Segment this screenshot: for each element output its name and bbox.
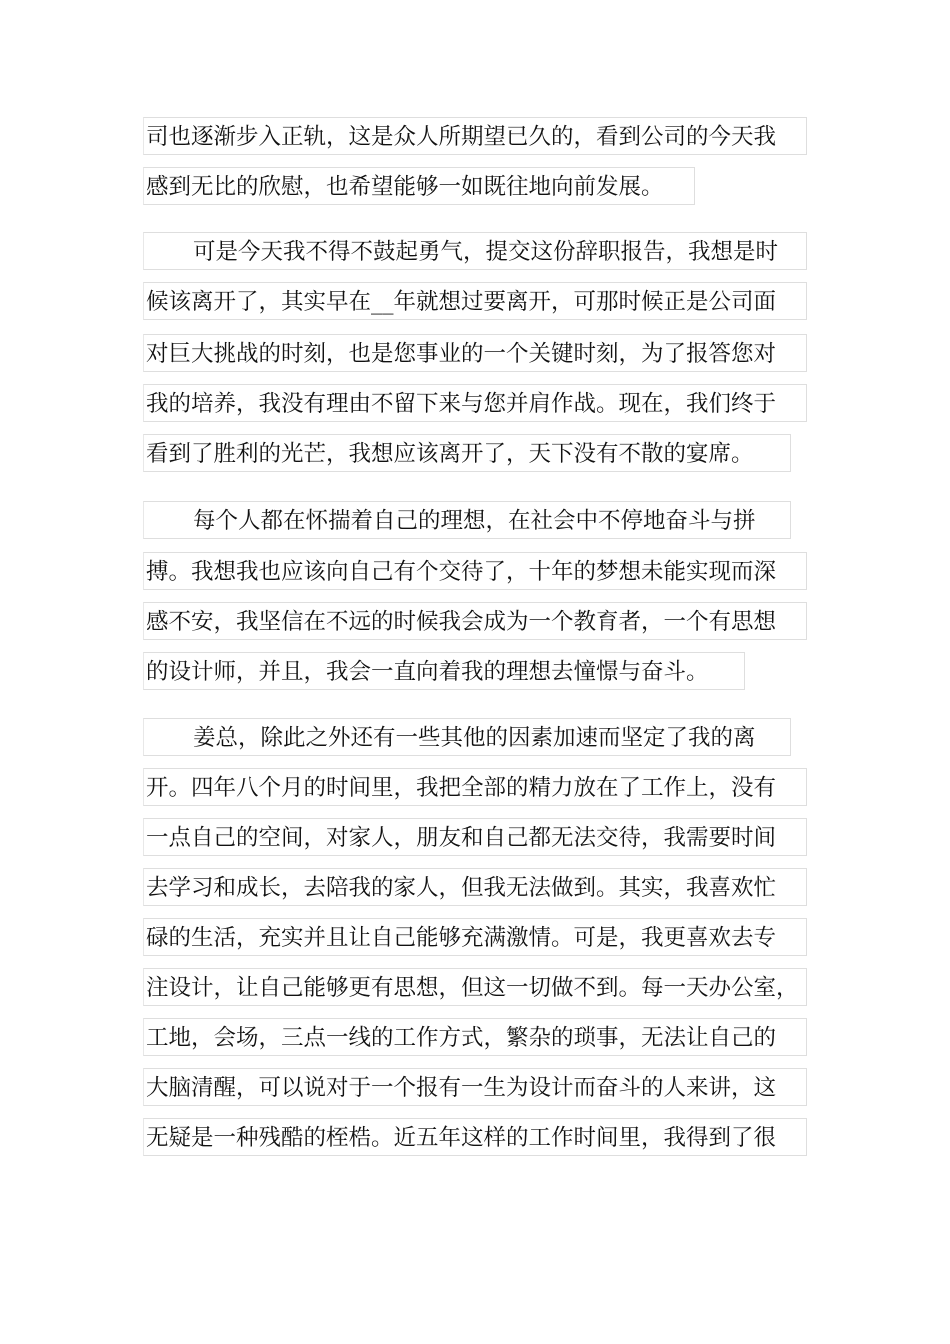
text-line: 去学习和成长，去陪我的家人，但我无法做到。其实，我喜欢忙 <box>143 868 807 906</box>
text-line: 对巨大挑战的时刻，也是您事业的一个关键时刻，为了报答您对 <box>143 334 807 372</box>
text-line: 感到无比的欣慰，也希望能够一如既往地向前发展。 <box>143 167 695 205</box>
text-line: 可是今天我不得不鼓起勇气，提交这份辞职报告，我想是时 <box>143 232 807 270</box>
text-line: 碌的生活，充实并且让自己能够充满激情。可是，我更喜欢去专 <box>143 918 807 956</box>
text-line: 一点自己的空间，对家人，朋友和自己都无法交待，我需要时间 <box>143 818 807 856</box>
text-line: 开。四年八个月的时间里，我把全部的精力放在了工作上，没有 <box>143 768 807 806</box>
text-line: 的设计师，并且，我会一直向着我的理想去憧憬与奋斗。 <box>143 652 745 690</box>
text-line: 看到了胜利的光芒，我想应该离开了，天下没有不散的宴席。 <box>143 434 791 472</box>
text-line: 工地，会场，三点一线的工作方式，繁杂的琐事，无法让自己的 <box>143 1018 807 1056</box>
text-line: 感不安，我坚信在不远的时候我会成为一个教育者，一个有思想 <box>143 602 807 640</box>
text-line: 大脑清醒，可以说对于一个报有一生为设计而奋斗的人来讲，这 <box>143 1068 807 1106</box>
text-line: 每个人都在怀揣着自己的理想，在社会中不停地奋斗与拼 <box>143 501 791 539</box>
text-line: 司也逐渐步入正轨，这是众人所期望已久的，看到公司的今天我 <box>143 117 807 155</box>
text-line: 候该离开了，其实早在__年就想过要离开，可那时候正是公司面 <box>143 282 807 320</box>
text-line: 无疑是一种残酷的桎梏。近五年这样的工作时间里，我得到了很 <box>143 1118 807 1156</box>
text-line: 姜总，除此之外还有一些其他的因素加速而坚定了我的离 <box>143 718 791 756</box>
text-line: 我的培养，我没有理由不留下来与您并肩作战。现在，我们终于 <box>143 384 807 422</box>
text-line: 搏。我想我也应该向自己有个交待了，十年的梦想未能实现而深 <box>143 552 807 590</box>
text-line: 注设计，让自己能够更有思想，但这一切做不到。每一天办公室， <box>143 968 807 1006</box>
